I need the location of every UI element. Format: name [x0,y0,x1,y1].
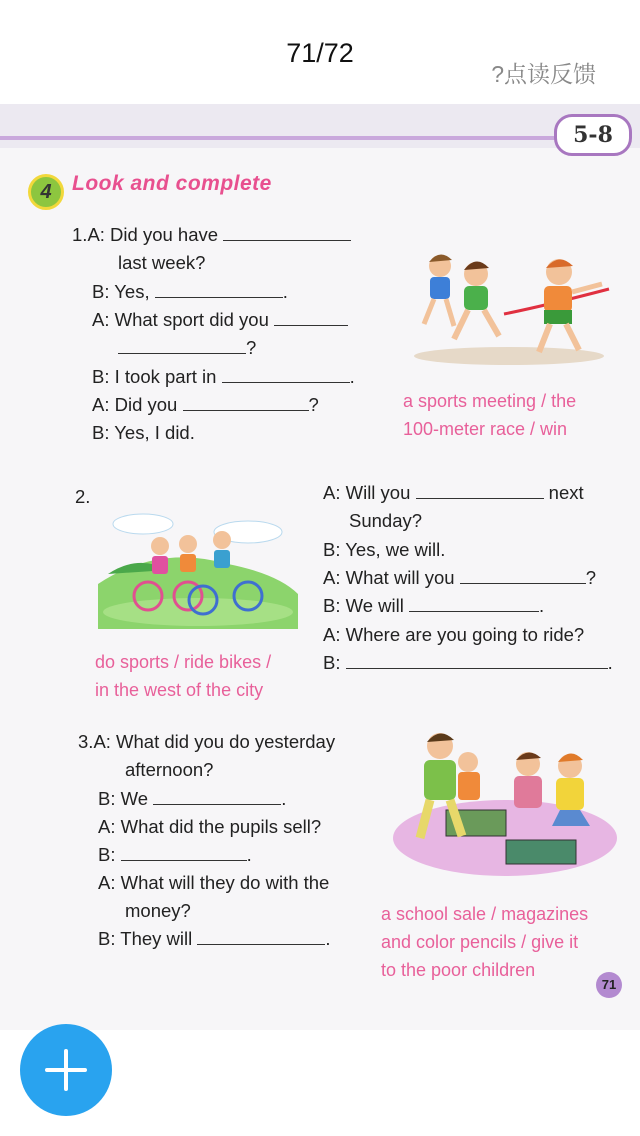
ex3-number: 3. [78,731,94,752]
ex3-line5: B: . [98,844,252,865]
ex1-line6: B: I took part in . [92,366,355,387]
plus-icon [43,1047,89,1093]
ex3-line6: A: What will they do with the [98,872,330,893]
section-number-badge: 4 [28,174,64,210]
answer-blank[interactable] [118,339,246,354]
ex2-line5: B: We will . [323,595,545,616]
ex2-line4: A: What will you ? [323,567,597,588]
answer-blank[interactable] [153,790,281,805]
ex2-line2: Sunday? [349,510,423,531]
ex2-hint-line2: in the west of the city [95,680,264,700]
bike-ride-illustration [98,504,298,629]
ex2-line3: B: Yes, we will. [323,539,446,560]
ex3-hint-line3: to the poor children [381,960,536,980]
ex3-line4: A: What did the pupils sell? [98,816,322,837]
add-button[interactable] [20,1024,112,1116]
ex3-line3: B: We . [98,788,287,809]
running-race-illustration [404,244,614,369]
answer-blank[interactable] [274,311,348,326]
unit-badge: 5-8 [554,114,632,156]
ex2-hint-line1: do sports / ride bikes / [95,652,272,672]
ex1-line7: A: Did you ? [92,394,319,415]
ex3-line8: B: They will . [98,928,331,949]
ex3-line7: money? [125,900,191,921]
answer-blank[interactable] [121,846,247,861]
ex3-hint-line1: a school sale / magazines [381,904,589,924]
answer-blank[interactable] [222,368,350,383]
ex1-hint-line1: a sports meeting / the [403,391,577,411]
answer-blank[interactable] [183,396,309,411]
ex2-number: 2. [75,486,91,507]
page-number-badge: 71 [596,972,622,998]
header-band [0,104,640,148]
ex3-line1: 3.A: What did you do yesterday [78,731,336,752]
top-bar [0,0,640,104]
book-page [0,104,640,1030]
answer-blank[interactable] [409,597,539,612]
ex1-line3: B: Yes, . [92,281,288,302]
ex3-hint-line2: and color pencils / give it [381,932,579,952]
ex1-line2: last week? [118,252,206,273]
feedback-link[interactable]: ?点读反馈 [491,61,596,87]
answer-blank[interactable] [346,654,608,669]
answer-blank[interactable] [223,226,351,241]
ex1-line4: A: What sport did you [92,309,348,331]
ex2-line1: A: Will you next [323,482,584,503]
ex2-line7: B: . [323,652,613,673]
answer-blank[interactable] [197,930,325,945]
ex1-line5: ? [118,337,256,359]
ex1-hint-line2: 100-meter race / win [403,419,568,439]
ex1-number: 1. [72,224,88,245]
answer-blank[interactable] [416,484,544,499]
ex1-line8: B: Yes, I did. [92,422,195,443]
page-counter: 71/72 [286,38,354,68]
answer-blank[interactable] [460,569,586,584]
ex3-line2: afternoon? [125,759,214,780]
ex2-line6: A: Where are you going to ride? [323,624,585,645]
school-sale-illustration [380,728,620,878]
ex1-line1: 1.A: Did you have [72,224,351,246]
section-title: Look and complete [72,172,272,195]
answer-blank[interactable] [155,283,283,298]
